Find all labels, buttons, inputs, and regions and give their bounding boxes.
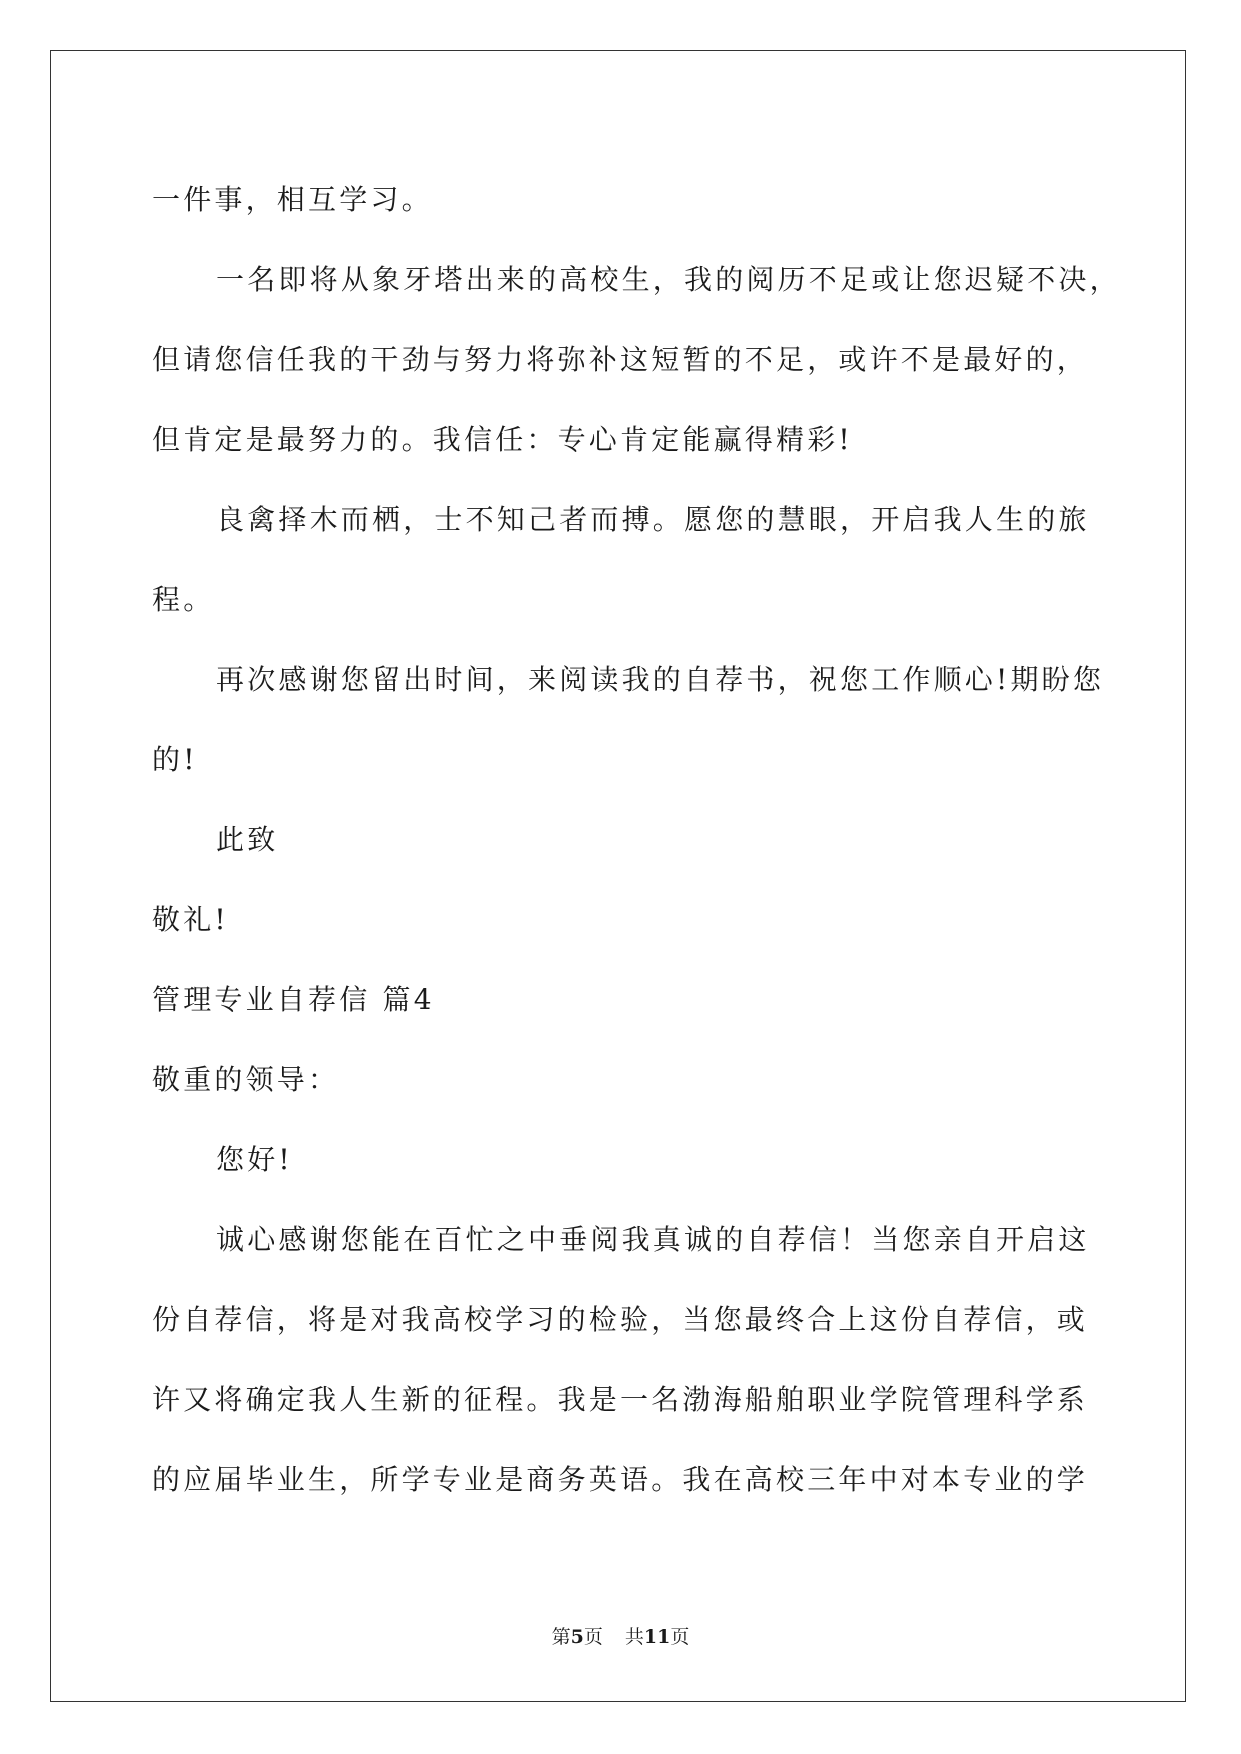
page-current: 5 bbox=[570, 1626, 584, 1648]
text-line: 的应届毕业生，所学专业是商务英语。我在高校三年中对本专业的学 bbox=[152, 1463, 1089, 1496]
page-footer bbox=[0, 1622, 1241, 1649]
total-count: 11 bbox=[643, 1626, 671, 1648]
text-line: 一件事，相互学习。 bbox=[152, 183, 433, 216]
text-line: 许又将确定我人生新的征程。我是一名渤海船舶职业学院管理科学系 bbox=[152, 1383, 1089, 1416]
text-line: 但请您信任我的干劲与努力将弥补这短暂的不足，或许不是最好的， bbox=[152, 343, 1089, 376]
salutation-regards: 敬礼! bbox=[152, 903, 229, 936]
text-line: 一名即将从象牙塔出来的高校生，我的阅历不足或让您迟疑不决， bbox=[216, 263, 1121, 296]
total-prefix: 共 bbox=[624, 1626, 644, 1648]
page-prefix: 第 bbox=[551, 1626, 571, 1648]
page-suffix: 页 bbox=[583, 1626, 603, 1648]
text-line: 程。 bbox=[152, 583, 215, 616]
text-line: 良禽择木而栖，士不知己者而搏。愿您的慧眼，开启我人生的旅 bbox=[216, 503, 1090, 536]
text-line: 的! bbox=[152, 743, 198, 776]
document-body bbox=[152, 160, 1121, 1520]
page-total bbox=[625, 1622, 689, 1649]
text-line: 再次感谢您留出时间，来阅读我的自荐书，祝您工作顺心!期盼您 bbox=[216, 663, 1105, 696]
letter-hello: 您好! bbox=[216, 1143, 293, 1176]
text-line: 份自荐信，将是对我高校学习的检验，当您最终合上这份自荐信，或 bbox=[152, 1303, 1089, 1336]
total-suffix: 页 bbox=[670, 1626, 690, 1648]
text-line: 诚心感谢您能在百忙之中垂阅我真诚的自荐信！当您亲自开启这 bbox=[216, 1223, 1090, 1256]
section-heading: 管理专业自荐信 篇4 bbox=[152, 983, 435, 1016]
salutation-closing: 此致 bbox=[216, 823, 279, 856]
text-line: 但肯定是最努力的。我信任：专心肯定能赢得精彩! bbox=[152, 423, 853, 456]
letter-greeting: 敬重的领导： bbox=[152, 1063, 340, 1096]
page-number bbox=[552, 1622, 603, 1649]
